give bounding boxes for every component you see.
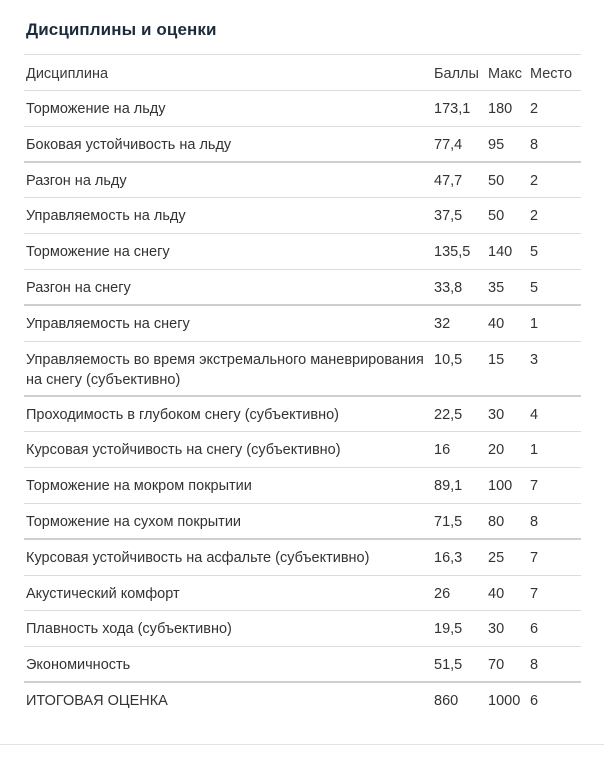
discipline-cell: Разгон на снегу — [24, 269, 432, 305]
max-cell: 70 — [486, 647, 528, 683]
max-cell: 35 — [486, 269, 528, 305]
discipline-cell: Проходимость в глубоком снегу (субъективно) — [24, 396, 432, 432]
score-cell: 71,5 — [432, 503, 486, 539]
score-cell: 135,5 — [432, 234, 486, 270]
score-cell: 19,5 — [432, 611, 486, 647]
score-cell: 32 — [432, 305, 486, 341]
table-row — [24, 91, 581, 127]
score-cell: 16 — [432, 432, 486, 468]
table-row — [24, 468, 581, 504]
table-row — [24, 503, 581, 539]
table-row — [24, 396, 581, 432]
place-cell: 2 — [528, 91, 581, 127]
discipline-cell: Управляемость на льду — [24, 198, 432, 234]
place-cell: 2 — [528, 162, 581, 198]
column-header-max: Макс — [486, 55, 528, 91]
max-cell: 50 — [486, 198, 528, 234]
place-cell: 3 — [528, 341, 581, 396]
table-row — [24, 341, 581, 396]
discipline-cell: Торможение на льду — [24, 91, 432, 127]
max-cell: 140 — [486, 234, 528, 270]
max-cell: 1000 — [486, 682, 528, 718]
max-cell: 50 — [486, 162, 528, 198]
score-cell: 16,3 — [432, 539, 486, 575]
scores-table — [24, 54, 581, 718]
table-header-row — [24, 55, 581, 91]
max-cell: 80 — [486, 503, 528, 539]
place-cell: 5 — [528, 234, 581, 270]
page-title: Дисциплины и оценки — [26, 20, 217, 39]
column-header-place: Место — [528, 55, 581, 91]
table-row — [24, 198, 581, 234]
table-row — [24, 575, 581, 611]
bottom-divider — [0, 744, 604, 745]
table-row — [24, 162, 581, 198]
score-cell: 22,5 — [432, 396, 486, 432]
table-row — [24, 432, 581, 468]
max-cell: 30 — [486, 396, 528, 432]
table-row — [24, 539, 581, 575]
discipline-cell: Управляемость во время экстремального маневрирования на снегу (субъективно) — [24, 341, 432, 396]
max-cell: 20 — [486, 432, 528, 468]
table-row — [24, 305, 581, 341]
place-cell: 4 — [528, 396, 581, 432]
score-cell: 47,7 — [432, 162, 486, 198]
place-cell: 6 — [528, 611, 581, 647]
place-cell: 7 — [528, 575, 581, 611]
column-header-discipline: Дисциплина — [24, 55, 432, 91]
discipline-cell: Торможение на мокром покрытии — [24, 468, 432, 504]
score-cell: 89,1 — [432, 468, 486, 504]
place-cell: 8 — [528, 503, 581, 539]
place-cell: 7 — [528, 468, 581, 504]
table-row — [24, 126, 581, 162]
max-cell: 25 — [486, 539, 528, 575]
discipline-cell: Экономичность — [24, 647, 432, 683]
score-cell: 860 — [432, 682, 486, 718]
score-cell: 26 — [432, 575, 486, 611]
score-cell: 51,5 — [432, 647, 486, 683]
place-cell: 8 — [528, 647, 581, 683]
discipline-cell: Торможение на снегу — [24, 234, 432, 270]
max-cell: 30 — [486, 611, 528, 647]
place-cell: 5 — [528, 269, 581, 305]
score-cell: 10,5 — [432, 341, 486, 396]
max-cell: 15 — [486, 341, 528, 396]
place-cell: 6 — [528, 682, 581, 718]
max-cell: 40 — [486, 305, 528, 341]
discipline-cell: Курсовая устойчивость на снегу (субъективно) — [24, 432, 432, 468]
max-cell: 100 — [486, 468, 528, 504]
discipline-cell: Управляемость на снегу — [24, 305, 432, 341]
max-cell: 40 — [486, 575, 528, 611]
score-cell: 77,4 — [432, 126, 486, 162]
place-cell: 7 — [528, 539, 581, 575]
discipline-cell: Курсовая устойчивость на асфальте (субъективно) — [24, 539, 432, 575]
discipline-cell: Боковая устойчивость на льду — [24, 126, 432, 162]
score-cell: 37,5 — [432, 198, 486, 234]
discipline-cell: Разгон на льду — [24, 162, 432, 198]
max-cell: 95 — [486, 126, 528, 162]
table-row — [24, 647, 581, 683]
column-header-score: Баллы — [432, 55, 486, 91]
place-cell: 1 — [528, 432, 581, 468]
table-row — [24, 611, 581, 647]
max-cell: 180 — [486, 91, 528, 127]
place-cell: 8 — [528, 126, 581, 162]
place-cell: 1 — [528, 305, 581, 341]
table-row — [24, 269, 581, 305]
score-cell: 173,1 — [432, 91, 486, 127]
table-row-total — [24, 682, 581, 718]
discipline-cell: Торможение на сухом покрытии — [24, 503, 432, 539]
discipline-cell: ИТОГОВАЯ ОЦЕНКА — [24, 682, 432, 718]
score-cell: 33,8 — [432, 269, 486, 305]
place-cell: 2 — [528, 198, 581, 234]
discipline-cell: Плавность хода (субъективно) — [24, 611, 432, 647]
discipline-cell: Акустический комфорт — [24, 575, 432, 611]
table-row — [24, 234, 581, 270]
